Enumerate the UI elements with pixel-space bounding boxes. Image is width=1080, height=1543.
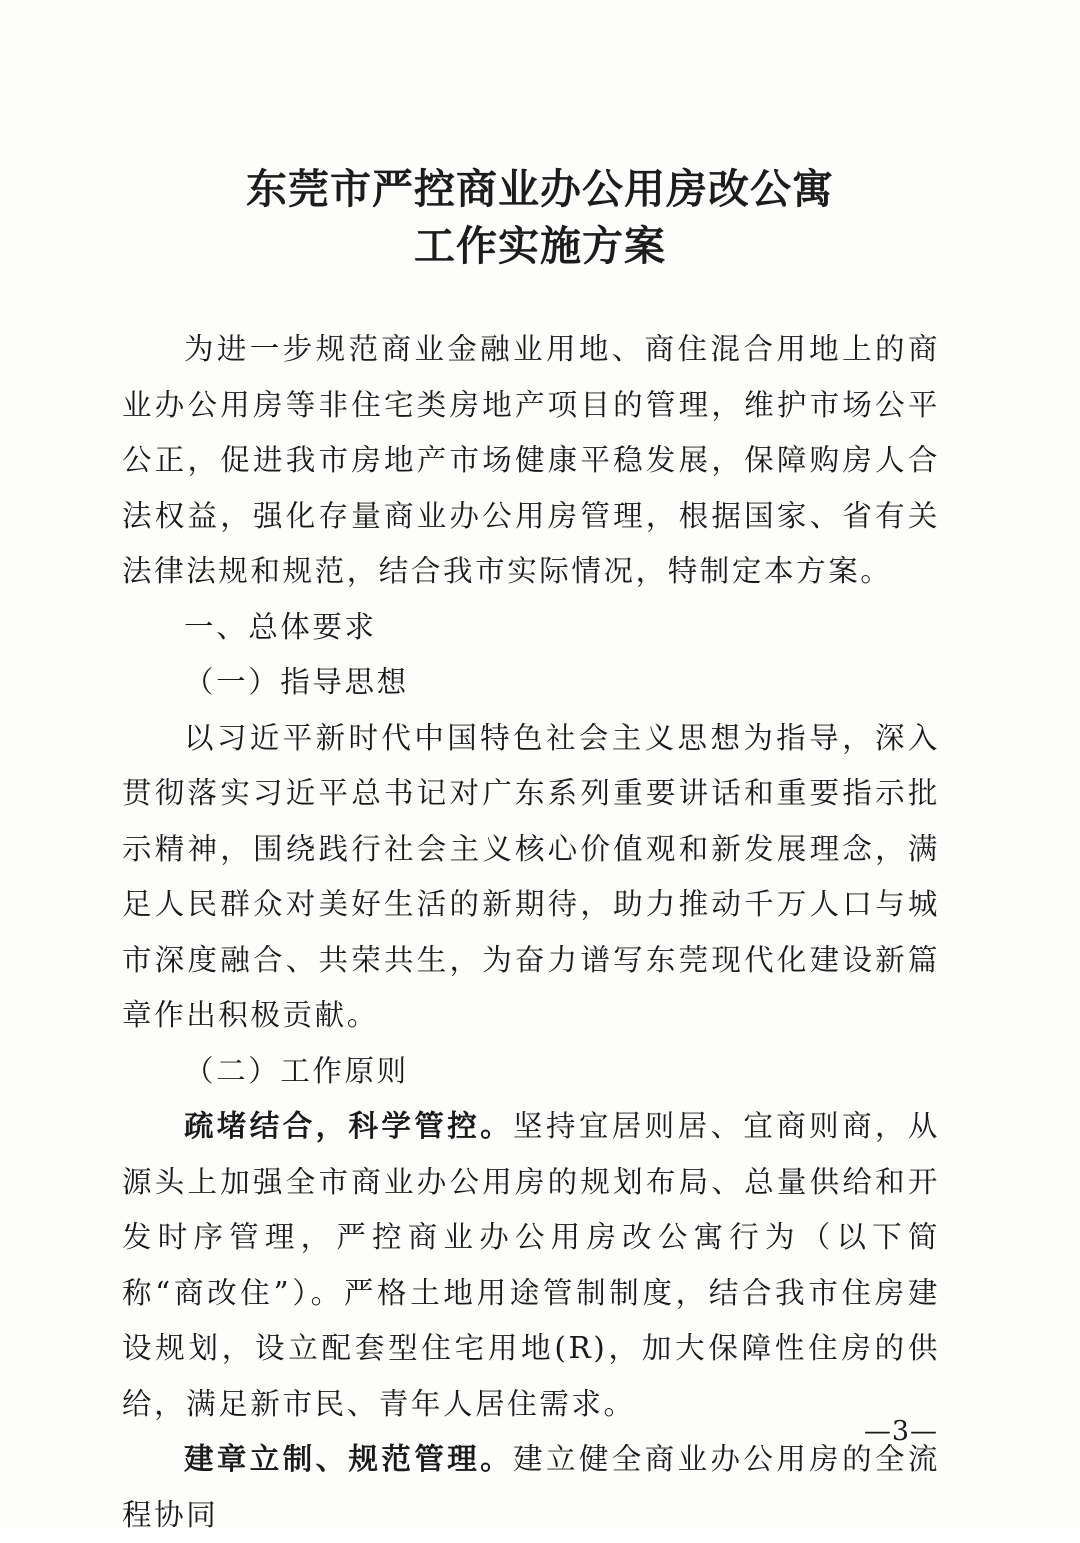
page-number: —3— <box>863 1416 938 1447</box>
document-title-line-1: 东莞市严控商业办公用房改公寓 <box>246 165 834 213</box>
section-heading-general-requirements: 一、总体要求 <box>184 609 377 644</box>
principle-paragraph-1 <box>122 1099 940 1432</box>
principle-2-text: 建立健全商业办公用房的全流程协同 <box>122 1442 940 1532</box>
principle-1-lead: 疏堵结合，科学管控。 <box>184 1109 514 1143</box>
principle-2-lead: 建章立制、规范管理。 <box>184 1442 514 1476</box>
principle-paragraph-2 <box>122 1432 940 1543</box>
guiding-ideology-paragraph: 以习近平新时代中国特色社会主义思想为指导，深入贯彻落实习近平总书记对广东系列重要讲话和重要指示批示精神，围绕践行社会主义核心价值观和新发展理念，满足人民群众对美好生活的新期待，助力推动千万人口与城市深度融合、共荣共生，为奋力谱写东莞现代化建设新篇章作出积极贡献。 <box>122 720 940 1032</box>
principle-1-text: 坚持宜居则居、宜商则商，从源头上加强全市商业办公用房的规划布局、总量供给和开发时序管理，严控商业办公用房改公寓行为（以下简称“商改住”）。严格土地用途管制制度，结合我市住房建设规划，设立配套型住宅用地(R)，加大保障性住房的供给，满足新市民、青年人居住需求。 <box>122 1109 940 1421</box>
document-title-line-2: 工作实施方案 <box>414 222 666 270</box>
subsection-heading-guiding-ideology: （一）指导思想 <box>184 665 409 699</box>
document-body <box>122 322 940 1543</box>
subsection-heading-work-principles: （二）工作原则 <box>184 1053 409 1088</box>
intro-paragraph: 为进一步规范商业金融业用地、商住混合用地上的商业办公用房等非住宅类房地产项目的管理，维护市场公平公正，促进我市房地产市场健康平稳发展，保障购房人合法权益，强化存量商业办公用房管理，根据国家、省有关法律法规和规范，结合我市实际情况，特制定本方案。 <box>122 332 940 588</box>
